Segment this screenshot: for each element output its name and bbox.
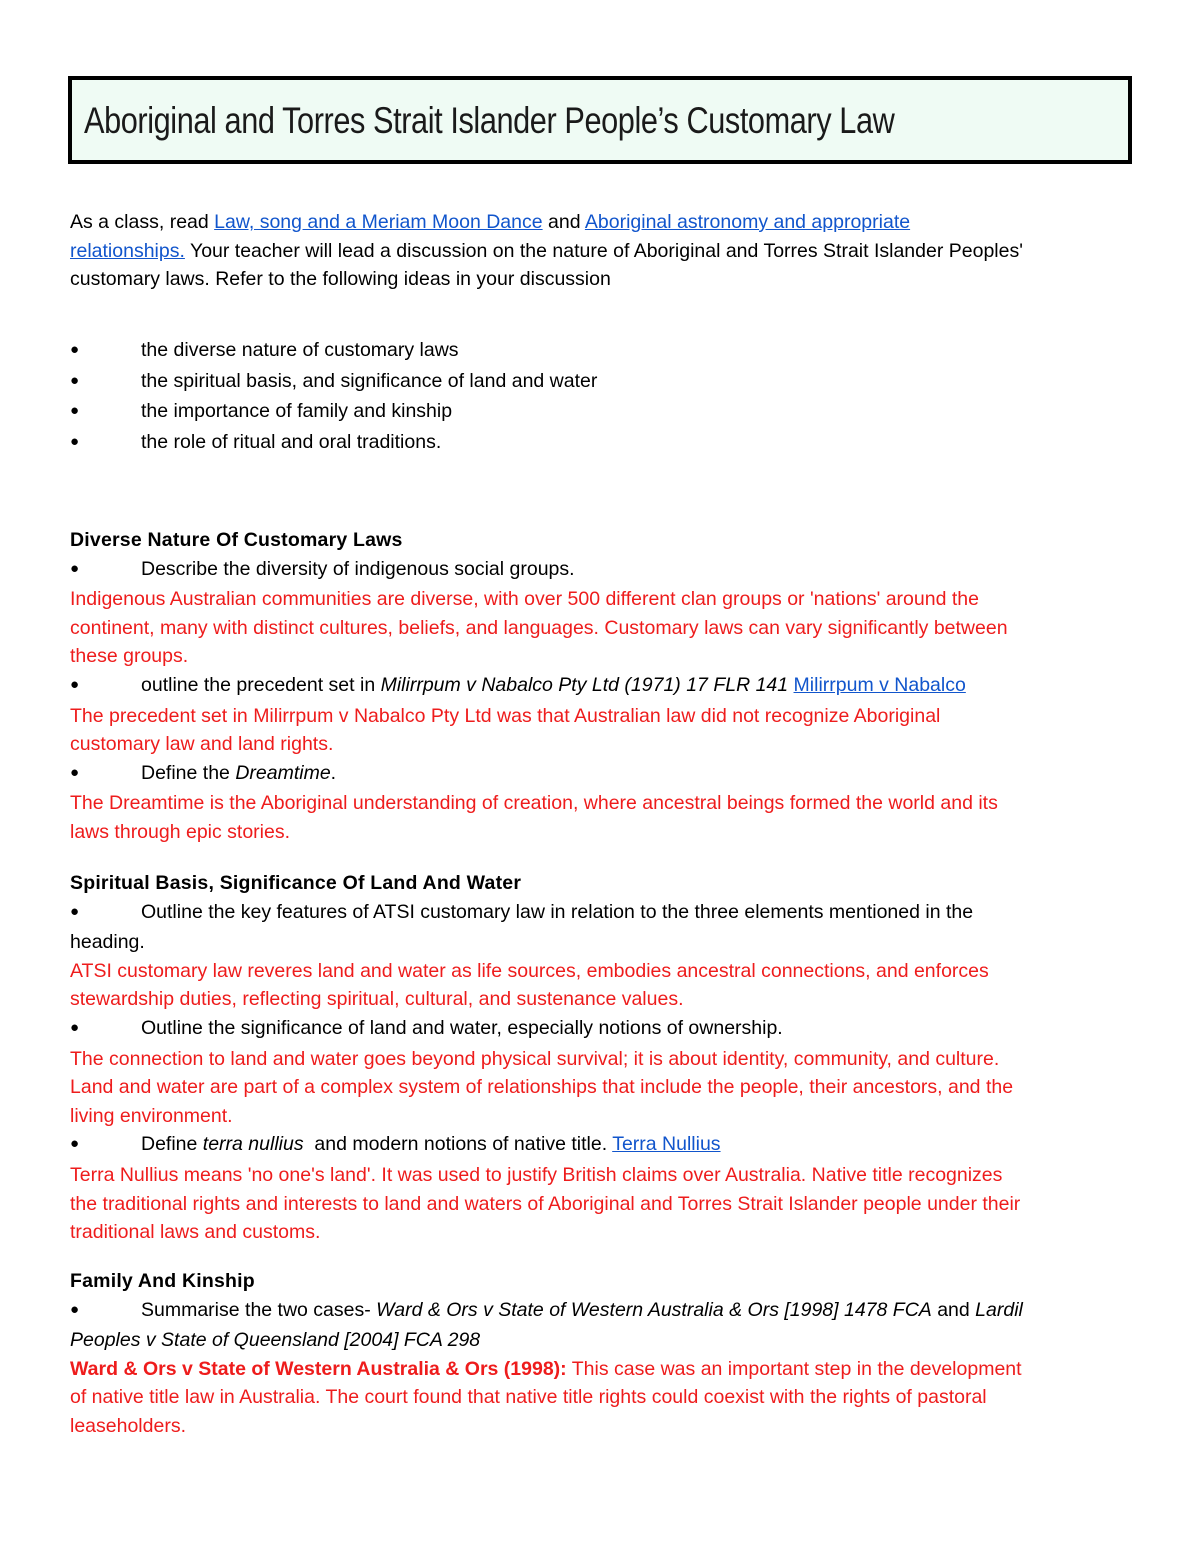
section-heading: Diverse Nature Of Customary Laws bbox=[70, 529, 403, 551]
link-terra-nullius[interactable]: Terra Nullius bbox=[612, 1133, 721, 1156]
question-item: ● Describe the diversity of indigenous social groups. bbox=[70, 555, 1140, 586]
answer-text: The precedent set in Milirrpum v Nabalco Pty Ltd was that Australian law did not recognize Aboriginal bbox=[70, 704, 941, 727]
answer-text: leaseholders. bbox=[70, 1414, 186, 1437]
answer-text: Indigenous Australian communities are diverse, with over 500 different clan groups or 'nations' around the bbox=[70, 588, 979, 611]
answer-text: Ward & Ors v State of Western Australia & Ors (1998): This case was an important step in the development bbox=[70, 1357, 1022, 1380]
link-aboriginal-astronomy-cont[interactable]: relationships. bbox=[70, 239, 185, 262]
question-text-cont: heading. bbox=[70, 931, 145, 954]
answer-text: Terra Nullius means 'no one's land'. It was used to justify British claims over Australia. Native title recognizes bbox=[70, 1163, 1003, 1186]
bullet-icon: ● bbox=[70, 1135, 80, 1153]
case-citation: Ward & Ors v State of Western Australia & Ors [1998] 1478 FCA bbox=[376, 1298, 932, 1321]
bullet-icon: ● bbox=[70, 341, 80, 358]
answer-text: traditional laws and customs. bbox=[70, 1221, 321, 1244]
question-item: ● Outline the key features of ATSI customary law in relation to the three elements mentioned in the bbox=[70, 898, 1140, 929]
answer-text: Land and water are part of a complex system of relationships that include the people, their ancestors, and the bbox=[70, 1076, 1014, 1099]
section-heading: Family And Kinship bbox=[70, 1270, 255, 1292]
question-item: ● Outline the significance of land and water, especially notions of ownership. bbox=[70, 1014, 1140, 1045]
answer-text: The connection to land and water goes beyond physical survival; it is about identity, community, and culture. bbox=[70, 1047, 1000, 1070]
bullet-icon: ● bbox=[70, 559, 80, 577]
list-item: ● the role of ritual and oral traditions. bbox=[70, 428, 1140, 459]
question-item: ● Define the Dreamtime. bbox=[70, 759, 1140, 790]
page-title: Aboriginal and Torres Strait Islander People’s Customary Law bbox=[84, 100, 895, 141]
case-citation: Lardil bbox=[975, 1298, 1023, 1321]
section-spiritual-basis bbox=[70, 869, 1140, 1247]
case-citation: Milirrpum v Nabalco Pty Ltd (1971) 17 FLR 141 bbox=[380, 673, 789, 696]
question-item: ● outline the precedent set in Milirrpum v Nabalco Pty Ltd (1971) 17 FLR 141 Milirrpum v Nabalco bbox=[70, 671, 1140, 702]
intro-text: As a class, read bbox=[70, 211, 215, 233]
ideas-list bbox=[70, 336, 1140, 458]
answer-text: these groups. bbox=[70, 645, 189, 668]
answer-text: stewardship duties, reflecting spiritual, cultural, and sustenance values. bbox=[70, 988, 684, 1011]
list-item: ● the spiritual basis, and significance of land and water bbox=[70, 367, 1140, 398]
intro-text: Your teacher will lead a discussion on the nature of Aboriginal and Torres Strait Islander Peoples' bbox=[184, 239, 1023, 262]
intro-paragraph bbox=[70, 208, 1140, 294]
bullet-icon: ● bbox=[70, 1300, 80, 1318]
link-meriam-moon-dance[interactable]: Law, song and a Meriam Moon Dance bbox=[214, 211, 543, 233]
answer-text: the traditional rights and interests to land and waters of Aboriginal and Torres Strait Islander people under their bbox=[70, 1192, 1021, 1215]
intro-text: and bbox=[542, 211, 585, 233]
answer-text: customary law and land rights. bbox=[70, 733, 334, 756]
bullet-icon: ● bbox=[70, 763, 80, 781]
title-box bbox=[68, 76, 1132, 164]
link-aboriginal-astronomy[interactable]: Aboriginal astronomy and appropriate bbox=[584, 211, 911, 233]
section-heading: Spiritual Basis, Significance Of Land And Water bbox=[70, 872, 522, 894]
question-item: ● Define terra nullius and modern notions of native title. Terra Nullius bbox=[70, 1130, 1140, 1161]
bullet-icon: ● bbox=[70, 432, 80, 450]
link-milirrpum[interactable]: Milirrpum v Nabalco bbox=[793, 673, 966, 696]
bullet-icon: ● bbox=[70, 675, 80, 693]
answer-text: continent, many with distinct cultures, beliefs, and languages. Customary laws can vary significantly between bbox=[70, 616, 1008, 639]
list-item: ● the diverse nature of customary laws bbox=[70, 336, 1140, 367]
bullet-icon: ● bbox=[70, 902, 80, 920]
list-item: ● the importance of family and kinship bbox=[70, 397, 1140, 428]
section-diverse-nature bbox=[70, 526, 1140, 847]
answer-text: laws through epic stories. bbox=[70, 820, 291, 843]
question-item: ● Summarise the two cases- Ward & Ors v State of Western Australia & Ors [1998] 1478 FCA and Lardil bbox=[70, 1296, 1140, 1327]
answer-text: The Dreamtime is the Aboriginal understanding of creation, where ancestral beings formed the world and its bbox=[70, 792, 998, 815]
answer-text: of native title law in Australia. The court found that native title rights could coexist with the rights of pastoral bbox=[70, 1386, 987, 1409]
intro-text: customary laws. Refer to the following ideas in your discussion bbox=[70, 268, 611, 291]
answer-text: ATSI customary law reveres land and water as life sources, embodies ancestral connections, and enforces bbox=[70, 959, 989, 982]
case-citation: Peoples v State of Queensland [2004] FCA 298 bbox=[70, 1329, 481, 1352]
bullet-icon: ● bbox=[70, 1018, 80, 1036]
section-family-kinship bbox=[70, 1267, 1140, 1441]
bullet-icon: ● bbox=[70, 371, 80, 389]
answer-text: living environment. bbox=[70, 1104, 233, 1127]
bullet-icon: ● bbox=[70, 402, 80, 420]
